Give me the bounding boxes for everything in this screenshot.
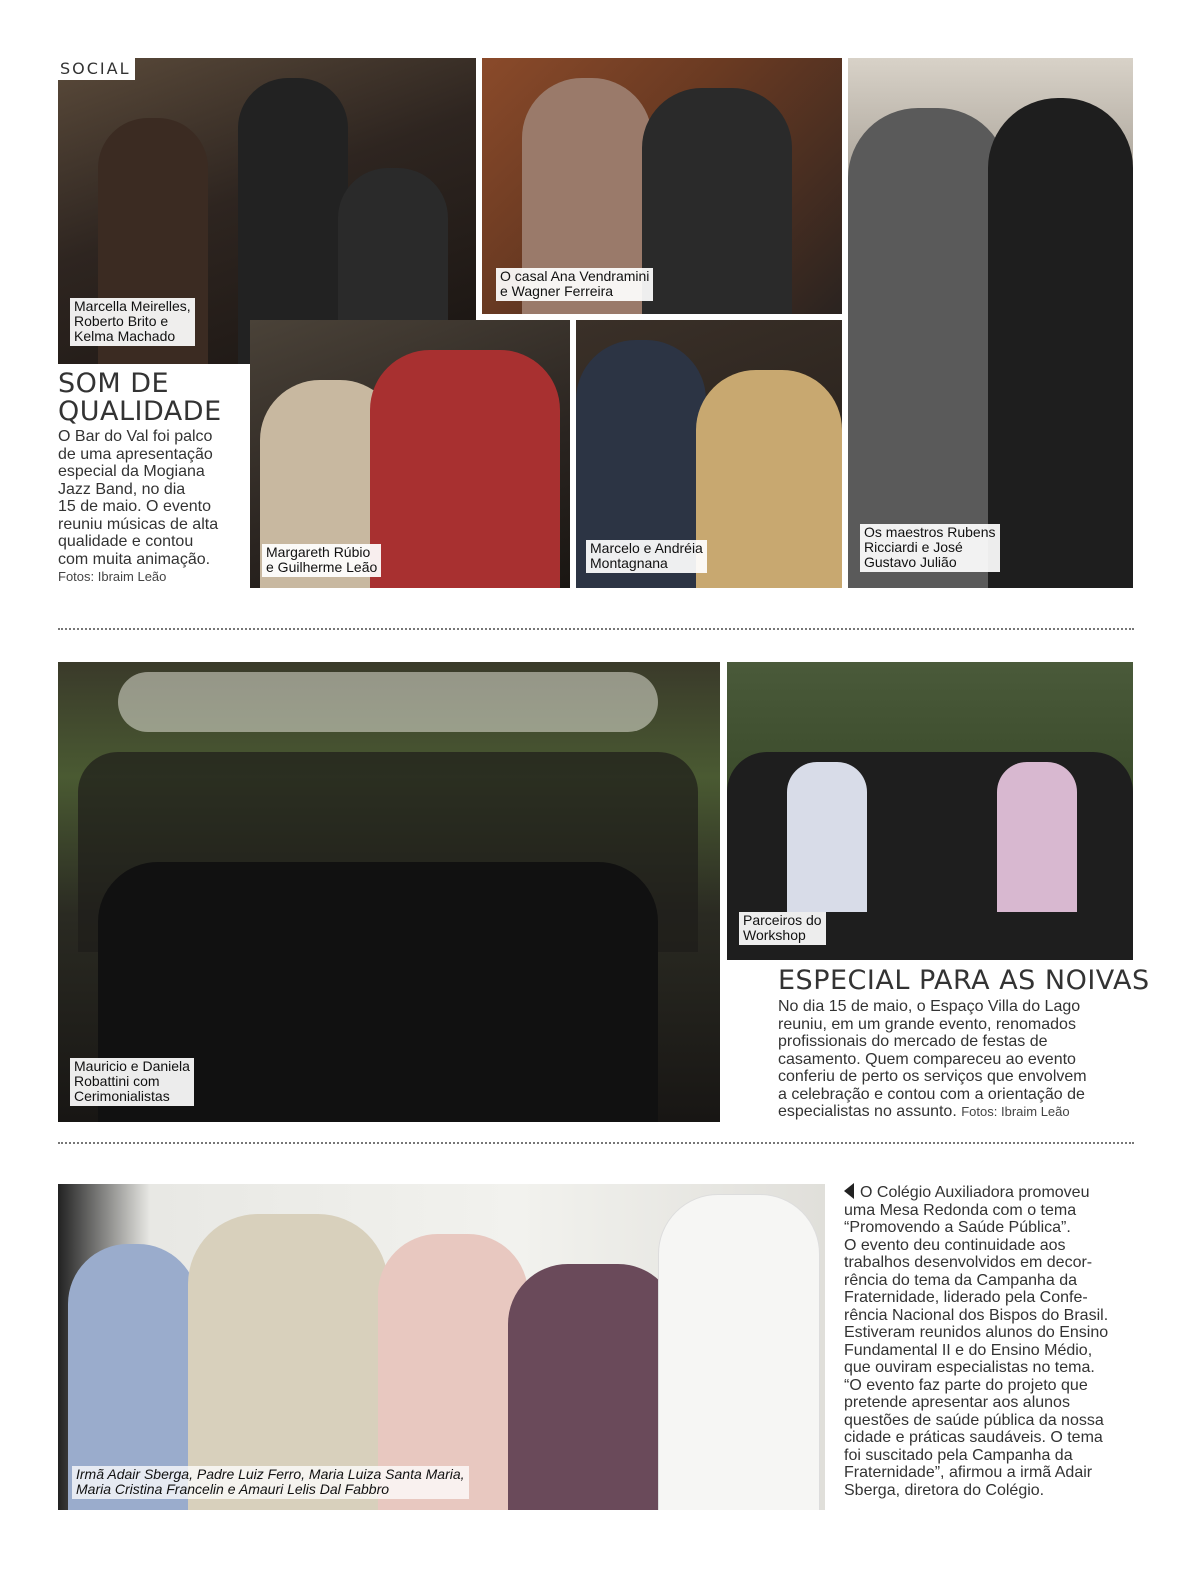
photo-caption: Marcella Meirelles, Roberto Brito e Kelma Machado [70, 298, 195, 346]
photo-parceiros-workshop [727, 662, 1133, 960]
photo-marcelo-andreia [576, 320, 842, 588]
photo-cerimonialistas [58, 662, 720, 1122]
photo-margareth-guilherme [250, 320, 570, 588]
section-divider [58, 1142, 1134, 1144]
photo-caption: Irmã Adair Sberga, Padre Luiz Ferro, Maria Luiza Santa Maria, Maria Cristina Francelin e Amauri Lelis Dal Fabbro [72, 1466, 469, 1499]
section-label: SOCIAL [58, 58, 135, 80]
especial-noivas-title: ESPECIAL PARA AS NOIVAS [778, 965, 1150, 996]
photo-caption: Marcelo e Andréia Montagnana [586, 540, 707, 573]
photo-colegio-auxiliadora [58, 1184, 825, 1510]
photo-ana-wagner [482, 58, 842, 314]
photo-credit: Fotos: Ibraim Leão [58, 569, 167, 584]
som-de-qualidade-text: O Bar do Val foi palco de uma apresentação especial da Mogiana Jazz Band, no dia 15 de maio. O evento reuniu músicas de alta qualidade e contou com muita animação. Fotos: Ibraim Leão [58, 428, 248, 586]
photo-caption: O casal Ana Vendramini e Wagner Ferreira [496, 268, 653, 301]
section-divider [58, 628, 1134, 630]
photo-maestros [848, 58, 1133, 588]
photo-credit: Fotos: Ibraim Leão [961, 1104, 1070, 1119]
photo-caption: Mauricio e Daniela Robattini com Cerimonialistas [70, 1058, 194, 1106]
photo-caption: Margareth Rúbio e Guilherme Leão [262, 544, 381, 577]
som-de-qualidade-title: SOM DE QUALIDADE [58, 368, 222, 427]
especial-noivas-text: No dia 15 de maio, o Espaço Villa do Lago reuniu, em um grande evento, renomados profissionais do mercado de festas de casamento. Quem compareceu ao evento conferiu de perto os serviços que envolvem a celebração e contou com a orientação de especialistas no assunto. Fotos: Ibraim Leão [778, 998, 1087, 1120]
colegio-text: O Colégio Auxiliadora promoveu uma Mesa Redonda com o tema “Promovendo a Saúde Pública”. O evento deu continuidade aos trabalhos desenvolvidos em decor- rência do tema da Campanha da Fraternidade, liderado pela Confe- rência Nacional dos Bispos do Brasil. Estiveram reunidos alunos do Ensino Fundamental II e do Ensino Médio, que ouviram especialistas no tema. “O evento faz parte do projeto que pretende apresentar aos alunos questões de saúde pública da nossa cidade e práticas saudáveis. O tema foi suscitado pela Campanha da Fraternidade”, afirmou a irmã Adair Sberga, diretora do Colégio. [844, 1184, 1109, 1499]
photo-marcella-roberto-kelma [58, 58, 476, 364]
photo-caption: Parceiros do Workshop [739, 912, 826, 945]
photo-caption: Os maestros Rubens Ricciardi e José Gustavo Julião [860, 524, 1000, 572]
arrow-left-icon [844, 1183, 854, 1199]
